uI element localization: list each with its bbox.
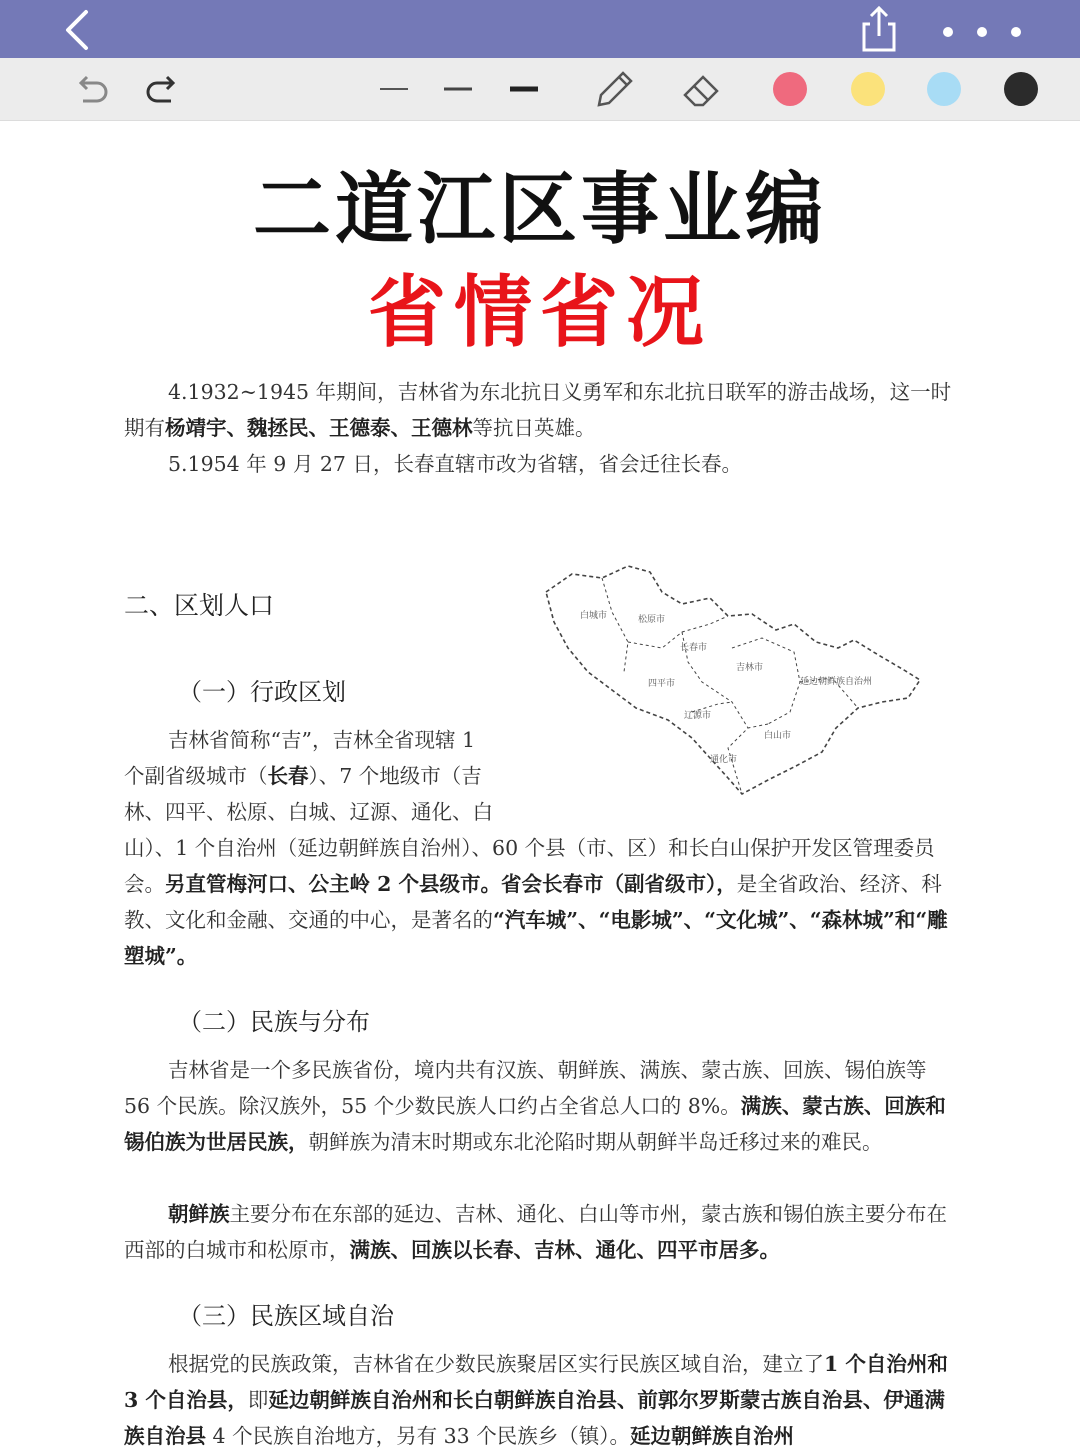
text-run: 根据党的民族政策，吉林省在少数民族聚居区实行民族区域自治，建立了	[168, 1352, 824, 1376]
undo-icon	[69, 69, 109, 109]
map-label: 延边朝鲜族自治州	[800, 677, 873, 687]
chevron-left-icon	[52, 6, 100, 54]
doc-subtitle: 省情省况	[367, 268, 712, 358]
paragraph-admin-left	[124, 722, 524, 830]
paragraph-ethnic-1	[124, 1052, 956, 1160]
pencil-button[interactable]	[590, 66, 636, 112]
section-heading: 二、区划人口	[124, 591, 275, 620]
color-swatch	[1004, 72, 1038, 106]
text-run-bold: 延边朝鲜族自治州和长白朝鲜族自治县、前郭尔罗斯蒙古族自治县、伊通满族自治县	[124, 1388, 945, 1448]
text-run: 等抗日英雄。	[472, 416, 596, 440]
text-run-bold: 1 个自治州和 3 个自治县，	[124, 1352, 948, 1412]
pencil-icon	[591, 67, 635, 111]
subsection-heading-1: （一）行政区划	[178, 678, 346, 706]
text-run: 即	[247, 1388, 269, 1412]
text-run: 是全省政治、经济、科教、文化和金融、交通的中心，是著名的	[124, 872, 942, 932]
text-line	[124, 758, 524, 794]
text-run: ）、7 个地级市（吉	[308, 764, 482, 788]
heroes-names: 杨靖宇、魏拯民、王德泰、王德林	[165, 416, 473, 440]
eraser-icon	[679, 67, 723, 111]
text-run: 朝鲜族为清末时期或东北沦陷时期从朝鲜半岛迁移过来的难民。	[308, 1130, 883, 1154]
text-line: 林、四平、松原、白城、辽源、通化、白	[124, 800, 493, 824]
text-run-bold: 朝鲜族	[168, 1202, 230, 1226]
more-options-button[interactable]	[936, 14, 1032, 46]
color-pink-button[interactable]	[772, 66, 808, 112]
paragraph-capital: 5.1954 年 9 月 27 日，长春直辖市改为省辖，省会迁往长春。	[168, 452, 742, 476]
redo-icon	[145, 69, 185, 109]
pen-thin-icon	[374, 79, 414, 99]
text-run: 山）、1 个自治州（延边朝鲜族自治州）、60 个县（市、区）和长白山保护开发区管理委员会。	[124, 836, 935, 896]
color-swatch	[927, 72, 961, 106]
pen-thin-button[interactable]	[372, 66, 416, 112]
share-icon	[856, 4, 902, 54]
text-run-bold: “汽车城”、“电影城”、“文化城”、“森林城”和“雕塑城”。	[124, 908, 948, 968]
text-run: 4.1932~1945 年期间，吉林省为东北抗日义勇军和东北抗日联军的游击战场，这一时期有	[124, 380, 952, 440]
redo-button[interactable]	[142, 66, 188, 112]
color-swatch	[851, 72, 885, 106]
color-blue-button[interactable]	[926, 66, 962, 112]
more-horizontal-icon	[936, 14, 1032, 46]
paragraph-ethnic-2	[124, 1196, 956, 1268]
pen-thick-button[interactable]	[502, 66, 546, 112]
map-label: 白山市	[764, 731, 792, 741]
map-label: 长春市	[680, 643, 708, 653]
paragraph-autonomy	[124, 1346, 956, 1454]
text-run: 4 个民族自治地方，另有 33 个民族乡（镇）。	[206, 1424, 630, 1448]
doc-title: 二道江区事业编	[252, 165, 827, 255]
map-label: 四平市	[648, 679, 676, 689]
annotation-toolbar	[0, 58, 1080, 121]
subsection-heading-2: （二）民族与分布	[178, 1008, 370, 1036]
undo-button[interactable]	[66, 66, 112, 112]
pen-medium-icon	[438, 79, 478, 99]
eraser-button[interactable]	[678, 66, 724, 112]
text-run: 个副省级城市（	[124, 764, 268, 788]
text-run-bold: 另直管梅河口、公主岭 2 个县级市。省会长春市（副省级市），	[165, 872, 737, 896]
text-run-bold: 延边朝鲜族自治州	[629, 1424, 794, 1448]
color-swatch	[773, 72, 807, 106]
color-black-button[interactable]	[1003, 66, 1039, 112]
share-button[interactable]	[856, 4, 902, 54]
text-run-bold: 满族、蒙古族、回族和锡伯族为世居民族，	[124, 1094, 946, 1154]
pen-medium-button[interactable]	[436, 66, 480, 112]
map-label: 辽源市	[684, 711, 712, 721]
text-line: 吉林省简称“吉”，吉林全省现辖 1	[168, 728, 476, 752]
text-run: 主要分布在东部的延边、吉林、通化、白山等市州，蒙古族和锡伯族主要分布在西部的白城市和松原市，	[124, 1202, 947, 1262]
subsection-heading-3: （三）民族区域自治	[178, 1302, 394, 1330]
text-run: 吉林省是一个多民族省份，境内共有汉族、朝鲜族、满族、蒙古族、回族、锡伯族等 56 个民族。除汉族外，55 个少数民族人口约占全省总人口的 8%。	[124, 1058, 927, 1118]
map-label: 白城市	[580, 611, 608, 621]
paragraph-admin-rest	[124, 830, 956, 974]
color-yellow-button[interactable]	[850, 66, 886, 112]
pen-thick-icon	[504, 79, 544, 99]
top-app-bar	[0, 0, 1080, 58]
back-button[interactable]	[52, 6, 100, 54]
jilin-map-image	[532, 552, 952, 808]
text-run-bold: 长春	[267, 764, 309, 788]
paragraph-history	[124, 374, 956, 446]
text-run-bold: 满族、回族以长春、吉林、通化、四平市居多。	[349, 1238, 780, 1262]
map-label: 吉林市	[736, 663, 764, 673]
map-label: 通化市	[710, 755, 738, 765]
map-label: 松原市	[638, 615, 666, 625]
